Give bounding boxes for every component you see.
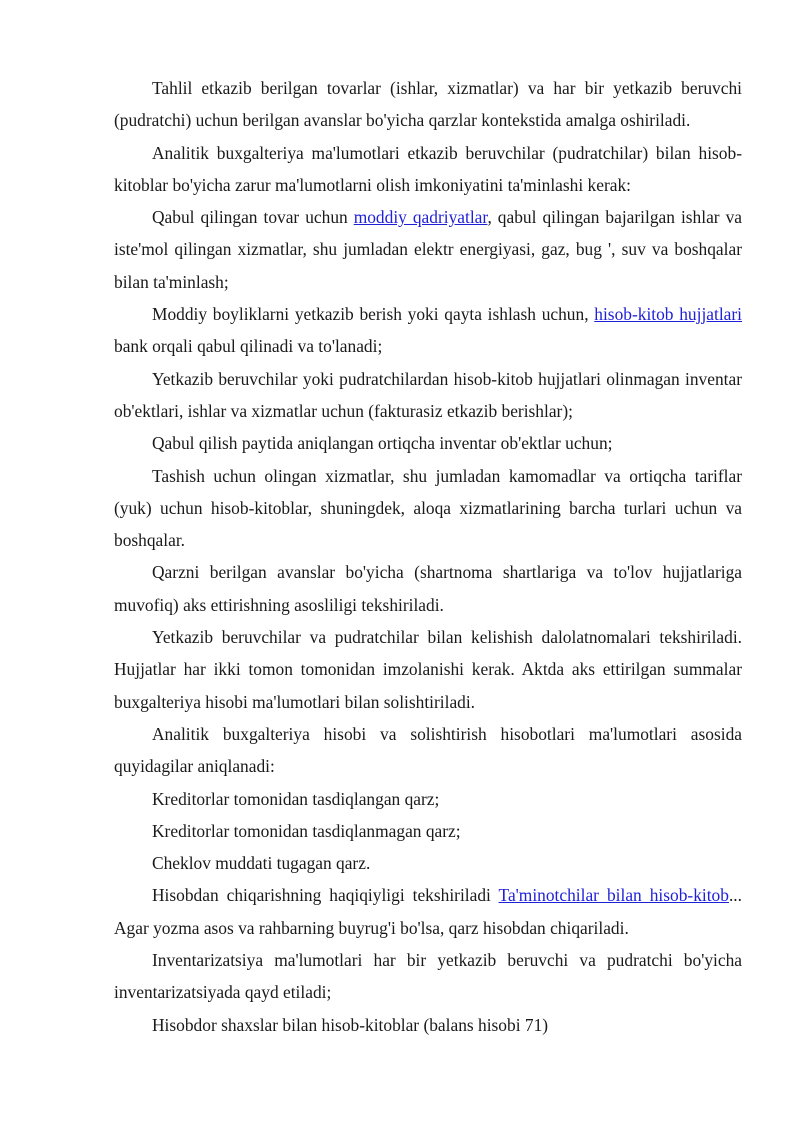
paragraph: Yetkazib beruvchilar va pudratchilar bilan kelishish dalolatnomalari tekshiriladi. Hujjatlar har ikki tomon tomonidan imzolanishi kerak. Aktda aks ettirilgan summalar buxgalteriya hisobi ma'lumotlari bilan solishtiriladi. <box>114 627 742 712</box>
paragraph-text: Hisobdan chiqarishning haqiqiyligi tekshiriladi <box>152 885 499 906</box>
paragraph <box>114 298 742 363</box>
paragraph: Qabul qilish paytida aniqlangan ortiqcha inventar ob'ektlar uchun; <box>152 433 613 454</box>
link-moddiy-qadriyatlar[interactable]: moddiy qadriyatlar <box>353 207 488 228</box>
link-taminotchilar-bilan-hisob-kitob[interactable]: Ta'minotchilar bilan hisob-kitob <box>498 885 729 906</box>
paragraph: Tahlil etkazib berilgan tovarlar (ishlar, xizmatlar) va har bir yetkazib beruvchi (pudratchi) uchun berilgan avanslar bo'yicha qarzlar kontekstida amalga oshiriladi. <box>114 78 742 131</box>
paragraph <box>114 879 742 944</box>
paragraph: Tashish uchun olingan xizmatlar, shu jumladan kamomadlar va ortiqcha tariflar (yuk) uchun hisob-kitoblar, shuningdek, aloqa xizmatlarining barcha turlari uchun va boshqalar. <box>114 465 742 551</box>
paragraph: Inventarizatsiya ma'lumotlari har bir yetkazib beruvchi va pudratchi bo'yicha inventarizatsiyada qayd etiladi; <box>114 950 742 1003</box>
paragraph: Kreditorlar tomonidan tasdiqlanmagan qarz; <box>152 820 461 841</box>
link-hisob-kitob-hujjatlari[interactable]: hisob-kitob hujjatlari <box>594 304 743 325</box>
paragraph: Analitik buxgalteriya ma'lumotlari etkazib beruvchilar (pudratchilar) bilan hisob-kitoblar bo'yicha zarur ma'lumotlarni olish imkoniyatini ta'minlashi kerak: <box>114 142 742 195</box>
paragraph: Cheklov muddati tugagan qarz. <box>152 853 371 874</box>
paragraph-text: bank orqali qabul qilinadi va to'lanadi; <box>114 336 383 357</box>
paragraph: Yetkazib beruvchilar yoki pudratchilardan hisob-kitob hujjatlari olinmagan inventar ob'ektlari, ishlar va xizmatlar uchun (fakturasiz etkazib berishlar); <box>114 368 742 421</box>
paragraph: Kreditorlar tomonidan tasdiqlangan qarz; <box>152 788 440 809</box>
document-body <box>114 72 742 1041</box>
paragraph-text: , qabul qilingan bajarilgan ishlar va iste'mol qilingan xizmatlar, shu jumladan elektr energiyasi, gaz, bug ', suv va boshqalar bilan ta'minlash; <box>114 207 742 292</box>
paragraph-text: Qabul qilingan tovar uchun <box>152 207 354 228</box>
paragraph-text: ... Agar yozma asos va rahbarning buyrug'i bo'lsa, qarz hisobdan chiqariladi. <box>114 885 742 938</box>
paragraph: Qarzni berilgan avanslar bo'yicha (shartnoma shartlariga va to'lov hujjatlariga muvofiq) aks ettirishning asosliligi tekshiriladi. <box>114 562 742 615</box>
paragraph: Hisobdor shaxslar bilan hisob-kitoblar (balans hisobi 71) <box>152 1014 549 1035</box>
paragraph <box>114 201 742 298</box>
paragraph-text: Moddiy boyliklarni yetkazib berish yoki qayta ishlash uchun, <box>152 304 595 325</box>
paragraph: Analitik buxgalteriya hisobi va solishtirish hisobotlari ma'lumotlari asosida quyidagilar aniqlanadi: <box>114 723 742 777</box>
